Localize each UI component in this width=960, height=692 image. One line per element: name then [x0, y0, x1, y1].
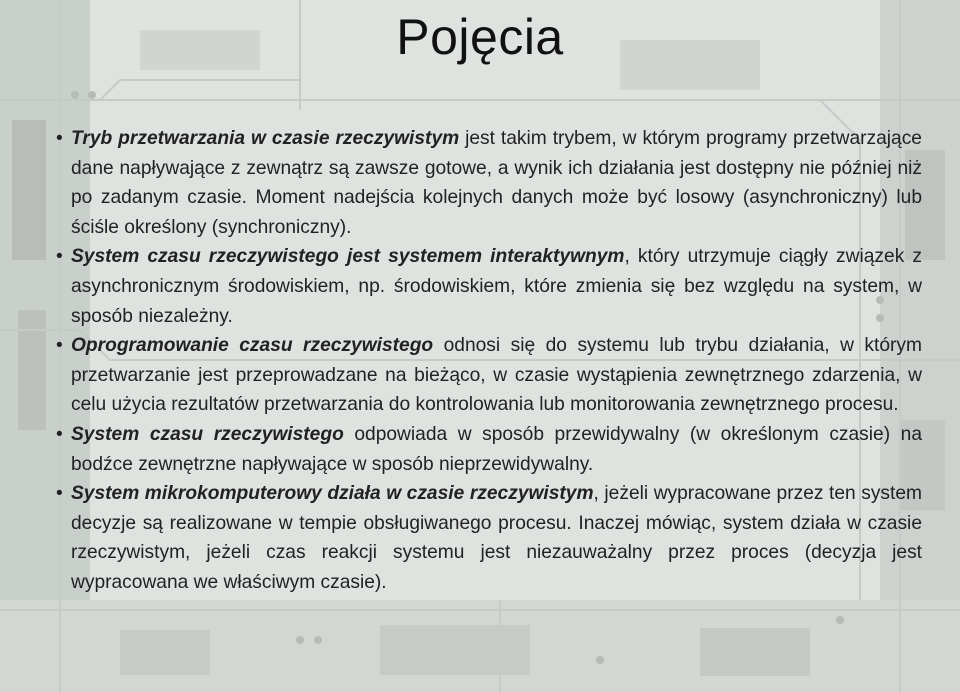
- bullet-text: odnosi się do systemu lub trybu działania, w którym przetwarzanie jest przeprowadzane na bieżąco, w czasie wystąpienia zewnętrznego zdarzenia, w celu użycia rezultatów przetwarzania do kontrolowania lub monitorowania zewnętrznego procesu.: [71, 335, 922, 416]
- bullet-item: [54, 124, 922, 242]
- bullet-item: [54, 331, 922, 420]
- bullet-dot: •: [56, 335, 63, 357]
- bullet-text: jest takim trybem, w którym programy przetwarzające dane napływające z zewnątrz są zawsze gotowe, a wynik ich działania jest dostępny nie później niż po zadanym czasie. Moment nadejścia kolejnych danych może być losowy (asynchroniczny) lub ściśle określony (synchroniczny).: [71, 128, 922, 238]
- bullet-term: System mikrokomputerowy działa w czasie rzeczywistym: [71, 483, 594, 505]
- bullet-text: odpowiada w sposób przewidywalny (w określonym czasie) na bodźce zewnętrzne napływające w sposób nieprzewidywalny.: [71, 423, 922, 475]
- bullet-item: [54, 420, 922, 479]
- bullet-text: , który utrzymuje ciągły związek z asynchronicznym środowiskiem, np. środowiskiem, które zmienia się bez względu na system, w sposób niezależny.: [71, 246, 922, 327]
- slide-title: Pojęcia: [396, 9, 564, 65]
- bullet-dot: •: [56, 246, 63, 268]
- bullet-list: [54, 124, 922, 598]
- bullet-term: Oprogramowanie czasu rzeczywistego: [71, 335, 434, 357]
- bullet-term: System czasu rzeczywistego jest systemem interaktywnym: [71, 246, 625, 268]
- bullet-term: Tryb przetwarzania w czasie rzeczywistym: [71, 128, 460, 149]
- bullet-item: [54, 242, 922, 331]
- bullet-text: , jeżeli wypracowane przez ten system decyzje są realizowane w tempie obsługiwanego procesu. Inaczej mówiąc, system działa w czasie rzeczywistym, jeżeli czas reakcji systemu jest niezauważalny przez proces (decyzja jest wypracowana we właściwym czasie).: [71, 483, 922, 593]
- bullet-term: System czasu rzeczywistego: [71, 423, 344, 445]
- bullet-item: [54, 479, 922, 597]
- bullet-dot: •: [56, 128, 63, 149]
- bullet-dot: •: [56, 423, 63, 445]
- bullet-dot: •: [56, 483, 63, 505]
